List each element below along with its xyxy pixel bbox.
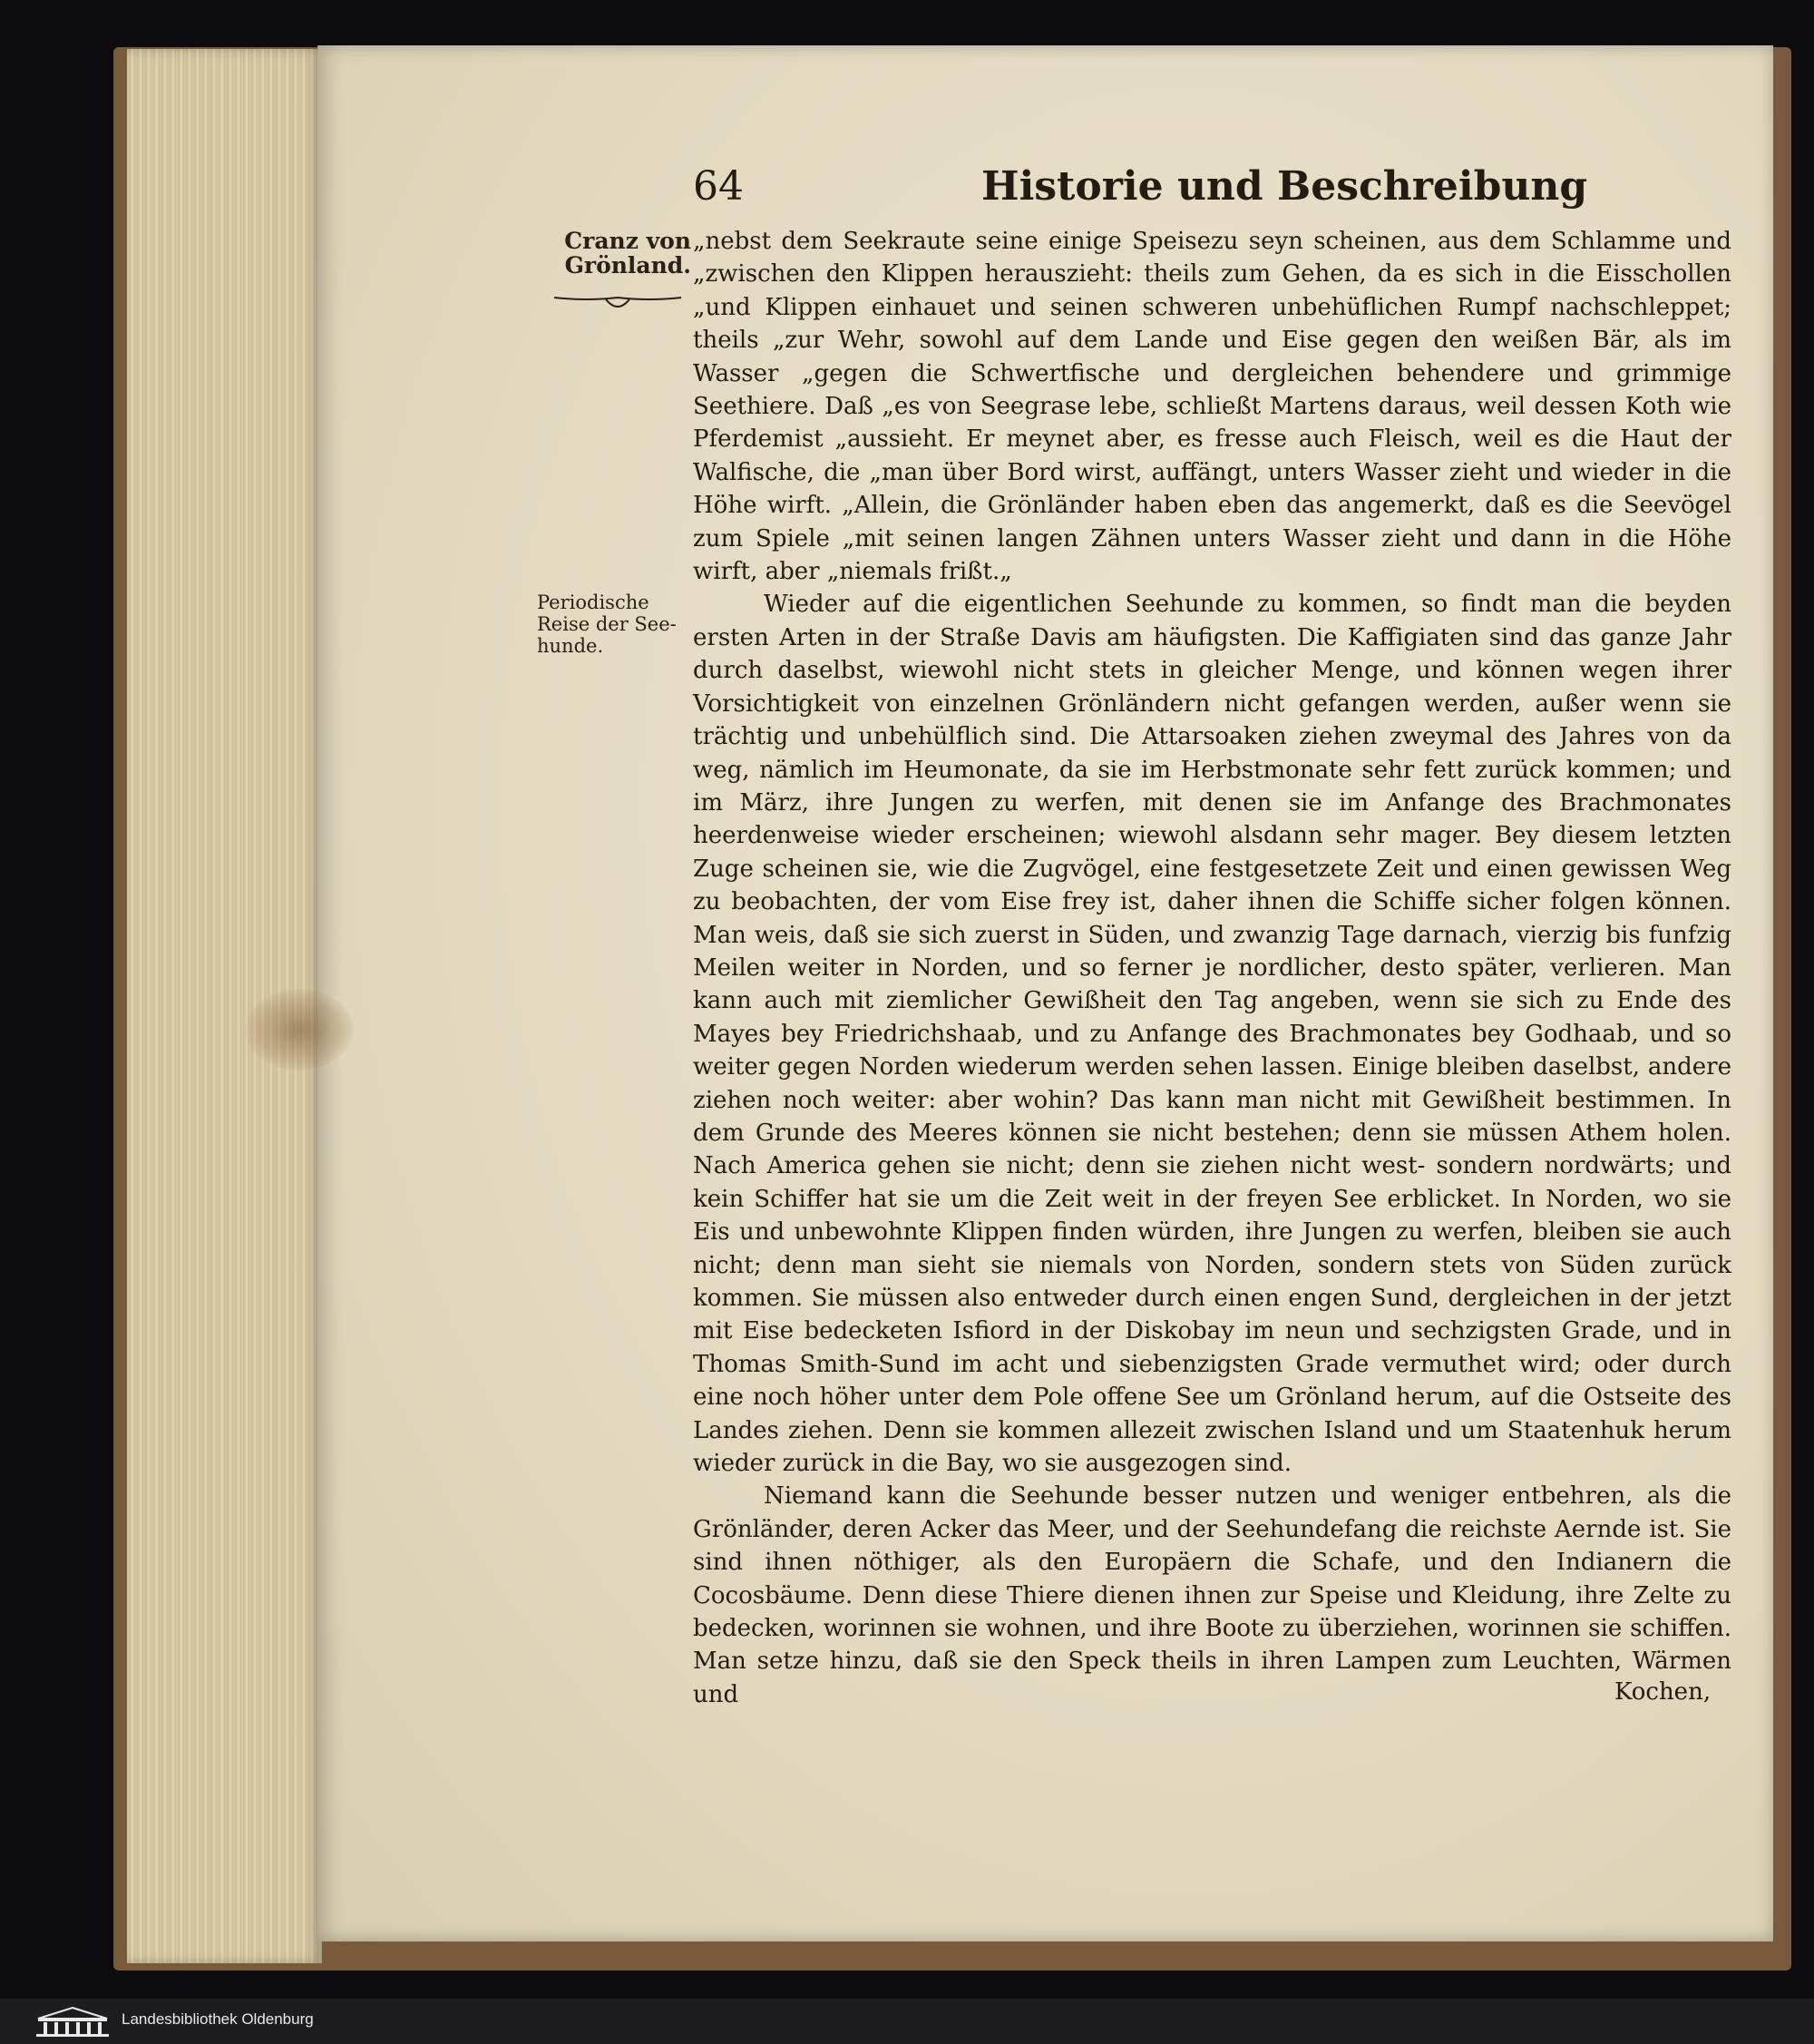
water-stain xyxy=(245,989,354,1071)
margin-title: Cranz von Grönland. xyxy=(564,228,691,279)
paragraph-quote: „nebst dem Seekraute seine einige Speisezu seyn scheinen, aus dem Schlamme und „zwischen den Klippen herauszieht: theils zum Gehen, da es sich in die Eisschollen „und Klippen einhauet und seinen schweren unbehüflichen Rumpf nachschleppet; theils „zur Wehr, sowohl auf dem Lande und Eise gegen den weißen Bär, als im Wasser „gegen die Schwertfische und dergleichen behendere und grimmige Seethiere. Daß „es von Seegrase lebe, schließt Martens daraus, weil dessen Koth wie Pferdemist „aussieht. Er meynet aber, es fresse auch Fleisch, weil es die Haut der Walfische, die „man über Bord wirst, auffängt, unters Wasser zieht und wieder in die Höhe wirft. „Allein, die Grönländer haben eben das angemerkt, daß es die Seevögel zum Spiele „mit seinen langen Zähnen unters Wasser zieht und dann in die Höhe wirft, aber „niemals frißt.„ xyxy=(693,228,1731,586)
building-icon xyxy=(34,2006,111,2037)
page-number: 64 xyxy=(693,163,744,210)
paragraph-seal-uses: Niemand kann die Seehunde besser nutzen und weniger entbehren, als die Grönländer, deren Acker das Meer, und der Seehundefang die reichste Aernde ist. Sie sind ihnen nöthiger, als den Europäern die Schafe, und den Indianern die Cocosbäume. Denn diese Thiere dienen ihnen zur Speise und Kleidung, ihre Zelte zu bedecken, worinnen sie wohnen, und ihre Boote zu überziehen, worinnen sie schiffen. Man setze hinzu, daß sie den Speck theils in ihren Lampen zum Leuchten, Wärmen und xyxy=(693,1482,1731,1708)
body-text xyxy=(693,225,1731,1711)
library-name: Landesbibliothek Oldenburg xyxy=(122,2010,314,2028)
footer-bar xyxy=(0,1999,1814,2044)
margin-topic: Periodische Reise der See-hunde. xyxy=(537,592,677,657)
catchword: Kochen, xyxy=(1614,1678,1712,1706)
paragraph-seals-migration: Wieder auf die eigentlichen Seehunde zu kommen, so findt man die beyden ersten Arten in der Straße Davis am häufigsten. Die Kaffigiaten sind das ganze Jahr durch daselbst, wiewohl nicht stets in gleicher Menge, und können wegen ihrer Vorsichtigkeit von einzelnen Grönländern nicht gefangen werden, außer wenn sie trächtig und unbehülflich sind. Die Attarsoaken ziehen zweymal des Jahres von da weg, nämlich im Heumonate, da sie im Herbstmonate sehr fett zurück kommen; und im März, ihre Jungen zu werfen, mit denen sie im Anfange des Brachmonates heerdenweise wieder erscheinen; wiewohl alsdann sehr mager. Bey diesem letzten Zuge scheinen sie, wie die Zugvögel, eine festgesetzete Zeit und einen gewissen Weg zu beobachten, der vom Eise frey ist, daher ihnen die Schiffe sicher folgen können. Man weis, daß sie sich zuerst in Süden, und zwanzig Tage darnach, vierzig bis funfzig Meilen weiter in Norden, und so ferner je nordlicher, desto später, verlieren. Man kann auch mit ziemlicher Gewißheit den Tag angeben, wenn sie sich zu Ende des Mayes bey Friedrichshaab, und zu Anfange des Brachmonates bey Godhaab, und so weiter gegen Norden wiederum werden sehen lassen. Einige bleiben daselbst, andere ziehen noch weiter: aber wohin? Das kann man nicht mit Gewißheit bestimmen. In dem Grunde des Meeres können sie nicht bestehen; denn sie müssen Athem holen. Nach America gehen sie nicht; denn sie ziehen nicht west- sondern nordwärts; und kein Schiffer hat sie um die Zeit weit in der freyen See erblicket. In Norden, wo sie Eis und unbewohnte Klippen finden würden, ihre Jungen zu werfen, bleiben sie auch nicht; denn man sieht sie niemals von Norden, sondern stets von Süden zurück kommen. Sie müssen also entweder durch einen engen Sund, dergleichen in der jetzt mit Eise bedecketen Isfiord in der Diskobay im neun und sechzigsten Grade, und in Thomas Smith-Sund im acht und siebenzigsten Grade vermuthet wird; oder durch eine noch höher unter dem Pole offene See um Grönland herum, auf die Ostseite des Landes ziehen. Denn sie kommen allezeit zwischen Island und um Staatenhuk herum wieder zurück in die Bay, wo sie ausgezogen sind. xyxy=(693,591,1731,1478)
ornament-icon xyxy=(550,289,686,316)
running-head: Historie und Beschreibung xyxy=(981,163,1588,210)
